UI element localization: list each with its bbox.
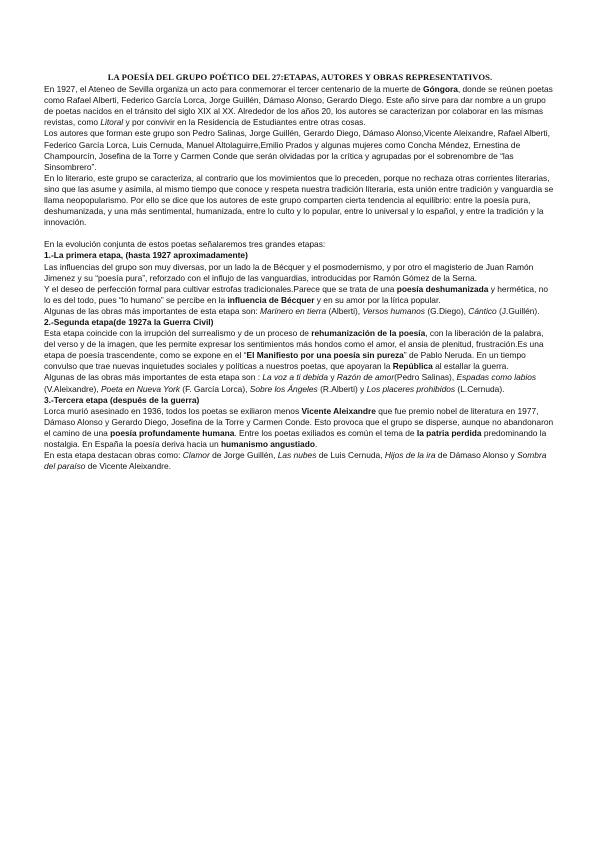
italic-text-run: Litoral xyxy=(100,117,124,128)
text-run: Algunas de las obras más importantes de esta etapa son: xyxy=(44,305,261,316)
text-run: Lorca murió asesinado en 1936, todos los poetas se exiliaron menos xyxy=(44,405,302,416)
text-run: Las influencias del grupo son muy diversas, por un lado la de Bécquer y el posmodernismo, y por otro el magisterio de Juan Ramón Jimenez y su “poesía pura”, reforzado con el influjo de las vanguardias, introducidas por Ramón Gómez de la Serna. xyxy=(44,261,534,283)
text-run: (G.Diego), xyxy=(425,305,469,316)
intro-paragraph-2 xyxy=(44,128,556,172)
stage-3-paragraph-2 xyxy=(44,450,556,472)
evolution-intro xyxy=(44,239,556,250)
stage-3-paragraph-1 xyxy=(44,406,556,450)
italic-text-run: Las nubes xyxy=(277,450,317,461)
text-run: . xyxy=(314,439,318,449)
stage-2-heading: 2.-Segunda etapa(de 1927a la Guerra Civil) xyxy=(44,316,214,327)
text-run: , con la liberación de la palabra, del verso y de la imagen, que les permite expresar los sentimientos más hondos como el amor, el ansia de plenitud, frustración.Es una etapa de poesía trascendente, como se expone en el “ xyxy=(44,328,544,361)
stage-1-paragraph-2 xyxy=(44,284,556,306)
text-run: (J.Guillén). xyxy=(496,305,540,316)
document-title: LA POESÍA DEL GRUPO POÉTICO DEL 27:ETAPAS, AUTORES Y OBRAS REPRESENTATIVOS. xyxy=(107,72,493,82)
text-run: . Entre los poetas exiliados es común el tema de xyxy=(234,427,417,438)
bold-text-run: la patria perdida xyxy=(416,427,482,438)
italic-text-run: Poeta en Nueva York xyxy=(100,383,180,394)
bold-text-run: Vicente Aleixandre xyxy=(301,405,376,416)
bold-text-run: poesía profundamente humana xyxy=(110,427,235,438)
stage-2-paragraph-2 xyxy=(44,372,556,394)
text-run: En esta etapa destacan obras como: xyxy=(44,450,183,461)
italic-text-run: Hijos de la ira xyxy=(384,450,436,461)
italic-text-run: Clamor xyxy=(182,450,210,461)
bold-text-run: Góngora xyxy=(422,84,458,95)
italic-text-run: Sombra del paraíso xyxy=(44,450,547,472)
text-run: , donde se reúnen poetas como Rafael Alberti, Federico García Lorca, Jorge Guillén, Dámaso Alonso, Gerardo Diego. Este año sirve para dar nombre a un grupo de poetas nacidos en el tránsito del siglo XIX al XX. Alrededor de los años 20, los autores se caracterizan por colaborar en las mismas revistas, como xyxy=(44,84,553,128)
intro-paragraph-1 xyxy=(44,84,556,128)
text-run: de Dámaso Alonso y xyxy=(435,450,518,461)
text-run: predominando la nostalgia. En España la poesía deriva hacia un xyxy=(44,427,547,449)
text-run: (L.Cernuda). xyxy=(455,383,505,394)
text-run: Los autores que forman este grupo son Pedro Salinas, Jorge Guillén, Gerardo Diego, Dámaso Alonso,Vicente Aleixandre, Rafael Alberti, Federico García Lorca, Luis Cernuda, Manuel Altolaguirre,Emilio Prados y algunas mujeres como Concha Méndez, Ernestina de Champourcín, Josefina de la Torre y Carmen Conde que serán olvidadas por la crítica y agrupadas por el sobrenombre de “las Sinsombrero”. xyxy=(44,128,550,172)
stage-3-heading: 3.-Tercera etapa (después de la guerra) xyxy=(44,394,200,405)
italic-text-run: Los placeres prohibidos xyxy=(366,383,456,394)
text-run: que fue premio nobel de literatura en 1977, Dámaso Alonso y Gerardo Diego, Josefina de la Torre y Carmen Conde. Esto provoca que el grupo se disperse, aunque no abandonaron el camino de una xyxy=(44,405,554,438)
bold-text-run: República xyxy=(392,361,433,372)
text-run: y por convivir en la Residencia de Estudiantes entre otras cosas. xyxy=(123,117,366,128)
section-spacer xyxy=(44,228,556,239)
text-run: En lo literario, este grupo se caracteriza, al contrario que los movimientos que lo preceden, porque no rechaza otras corrientes literarias, sino que las asume y asimila, al mismo tiempo que conoce y respeta nuestra tradición literaria, esta unión entre tradición y vanguardia se llama neopopularismo. Por ello se dice que los autores de este grupo comparten cierta tendencia al equilibrio: entre la poesía pura, deshumanizada, y una más sentimental, humanizada, entre lo culto y lo popular, entre lo universal y lo español, y entre la tradición y la innovación. xyxy=(44,172,554,228)
text-run: Esta etapa coincide con la irrupción del surrealismo y de un proceso de xyxy=(44,328,312,339)
bold-text-run: El Manifiesto por una poesía sin pureza xyxy=(246,350,404,361)
text-run: de Jorge Guillén, xyxy=(209,450,278,461)
text-run: (Alberti), xyxy=(326,305,363,316)
document-page xyxy=(44,72,556,472)
italic-text-run: Espadas como labios xyxy=(456,372,537,383)
bold-text-run: rehumanización de la poesía xyxy=(311,328,426,339)
italic-text-run: Razón de amor xyxy=(336,372,395,383)
italic-text-run: Versos humanos xyxy=(362,305,425,316)
text-run: al estallar la guerra. xyxy=(432,361,509,372)
stage-1-paragraph-3 xyxy=(44,306,556,317)
text-run: ” de Pablo Neruda. En un tiempo convulso que trae nuevas inquietudes sociales y políticas a nuestros poetas, que apoyaran la xyxy=(44,350,526,372)
stage-1-heading: 1.-La primera etapa, (hasta 1927 aproximadamente) xyxy=(44,250,248,261)
text-run: En 1927, el Ateneo de Sevilla organiza un acto para conmemorar el tercer centenario de la muerte de xyxy=(44,84,423,95)
stage-2-paragraph-1 xyxy=(44,328,556,372)
italic-text-run: Sobre los Ángeles xyxy=(249,383,318,394)
bold-text-run: humanismo angustiado xyxy=(220,439,315,449)
text-run: Y el deseo de perfección formal para cultivar estrofas tradicionales.Parece que se trata de una xyxy=(44,283,397,294)
text-run: y hermética, no lo es del todo, pues “lo humano” se percibe en la xyxy=(44,283,549,305)
bold-text-run: poesía deshumanizada xyxy=(396,283,489,294)
italic-text-run: Cántico xyxy=(468,305,497,316)
text-run: y en su amor por la lírica popular. xyxy=(314,294,441,305)
stage-1-paragraph-1 xyxy=(44,262,556,284)
italic-text-run: Marinero en tierra xyxy=(260,305,327,316)
text-run: (V.Aleixandre), xyxy=(44,383,101,394)
text-run: En la evolución conjunta de estos poetas señalaremos tres grandes etapas: xyxy=(44,239,326,250)
text-run: de Luis Cernuda, xyxy=(316,450,385,461)
intro-paragraph-3 xyxy=(44,173,556,228)
text-run: Algunas de las obras más importantes de esta etapa son : xyxy=(44,372,263,383)
text-run: (Pedro Salinas), xyxy=(394,372,457,383)
text-run: (R.Alberti) y xyxy=(317,383,367,394)
text-run: y xyxy=(328,372,337,383)
text-run: de Vicente Aleixandre. xyxy=(85,461,171,472)
italic-text-run: La voz a ti debida xyxy=(262,372,328,383)
text-run: (F. García Lorca), xyxy=(179,383,250,394)
bold-text-run: influencia de Bécquer xyxy=(227,294,315,305)
